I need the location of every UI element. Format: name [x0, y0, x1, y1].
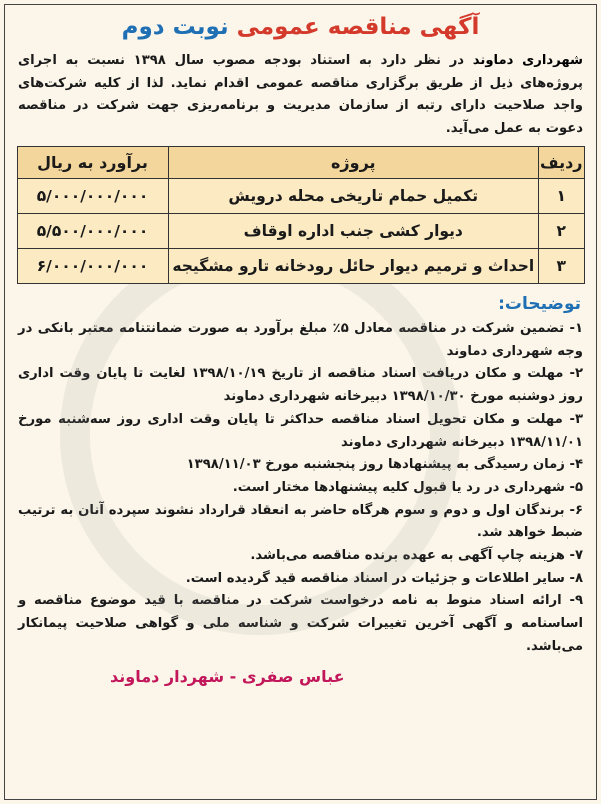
project-estimate: ۶/۰۰۰/۰۰۰/۰۰۰ [17, 249, 168, 284]
note-item: ۷- هزینه چاپ آگهی به عهده برنده مناقصه می‌باشد. [250, 548, 583, 564]
project-name: دیوار کشی جنب اداره اوقاف [168, 214, 539, 249]
notice-title [10, 10, 591, 44]
row-number: ۲ [539, 214, 584, 249]
project-estimate: ۵/۵۰۰/۰۰۰/۰۰۰ [17, 214, 168, 249]
project-name: احداث و ترمیم دیوار حائل رودخانه تارو مشگیجه [168, 249, 539, 284]
row-number: ۳ [539, 249, 584, 284]
project-name: تکمیل حمام تاریخی محله درویش [168, 179, 539, 214]
table-row [17, 214, 584, 249]
row-number: ۱ [539, 179, 584, 214]
note-item: ۳- مهلت و مکان تحویل اسناد مناقصه حداکثر تا پایان وقت اداری روز سه‌شنبه مورخ ۱۳۹۸/۱۱/۰۱ دبیرخانه شهرداری دماوند [18, 411, 583, 450]
header-project: پروژه [168, 147, 539, 179]
notes-list [10, 318, 591, 659]
project-estimate: ۵/۰۰۰/۰۰۰/۰۰۰ [17, 179, 168, 214]
note-item: ۶- برندگان اول و دوم و سوم هرگاه حاضر به انعقاد قرارداد نشوند سپرده آنان به ترتیب ضبط خواهد شد. [18, 502, 583, 541]
title-round: نوبت دوم [121, 14, 229, 40]
note-item: ۲- مهلت و مکان دریافت اسناد مناقصه از تاریخ ۱۳۹۸/۱۰/۱۹ لغایت تا پایان وقت اداری روز دوشنبه مورخ ۱۳۹۸/۱۰/۳۰ دبیرخانه شهرداری دماوند [18, 366, 583, 405]
header-row-number: ردیف [539, 147, 584, 179]
notes-title: توضیحات: [498, 294, 581, 314]
note-item: ۹- ارائه اسناد منوط به نامه درخواست شرکت در مناقصه با قید موضوع مناقصه و اساسنامه و آگهی آخرین تغییرات شرکت و شناسه ملی و گواهی صلاحیت پیمانکار می‌باشد. [18, 593, 583, 654]
title-main: آگهی مناقصه عمومی [236, 14, 480, 40]
projects-table [17, 146, 585, 284]
note-item: ۱- تضمین شرکت در مناقصه معادل ۵٪ مبلغ برآورد به صورت ضمانتنامه معتبر بانکی در وجه شهرداری دماوند [18, 321, 583, 359]
intro-text: در نظر دارد به استناد بودجه مصوب سال ۱۳۹۸ نسبت به اجرای پروژه‌های ذیل از طریق برگزاری مناقصه عمومی اقدام نماید. لذا از کلیه شرکت‌های واجد صلاحیت دارای رتبه از سازمان مدیریت و برنامه‌ریزی جهت شرکت در مناقصه دعوت به عمل می‌آید. [18, 53, 583, 136]
intro-paragraph [10, 44, 591, 140]
note-item: ۵- شهرداری در رد یا قبول کلیه پیشنهادها مختار است. [232, 479, 583, 495]
header-estimate: برآورد به ریال [17, 147, 168, 179]
intro-organization: شهرداری دماوند [472, 53, 583, 68]
note-item: ۴- زمان رسیدگی به پیشنهادها روز پنجشنبه مورخ ۱۳۹۸/۱۱/۰۳ [186, 457, 583, 473]
note-item: ۸- سایر اطلاعات و جزئیات در اسناد مناقصه قید گردیده است. [185, 570, 583, 586]
table-header-row [17, 147, 584, 179]
table-row [17, 249, 584, 284]
signer-name: عباس صفری - شهردار دماوند [110, 666, 345, 686]
table-row [17, 179, 584, 214]
